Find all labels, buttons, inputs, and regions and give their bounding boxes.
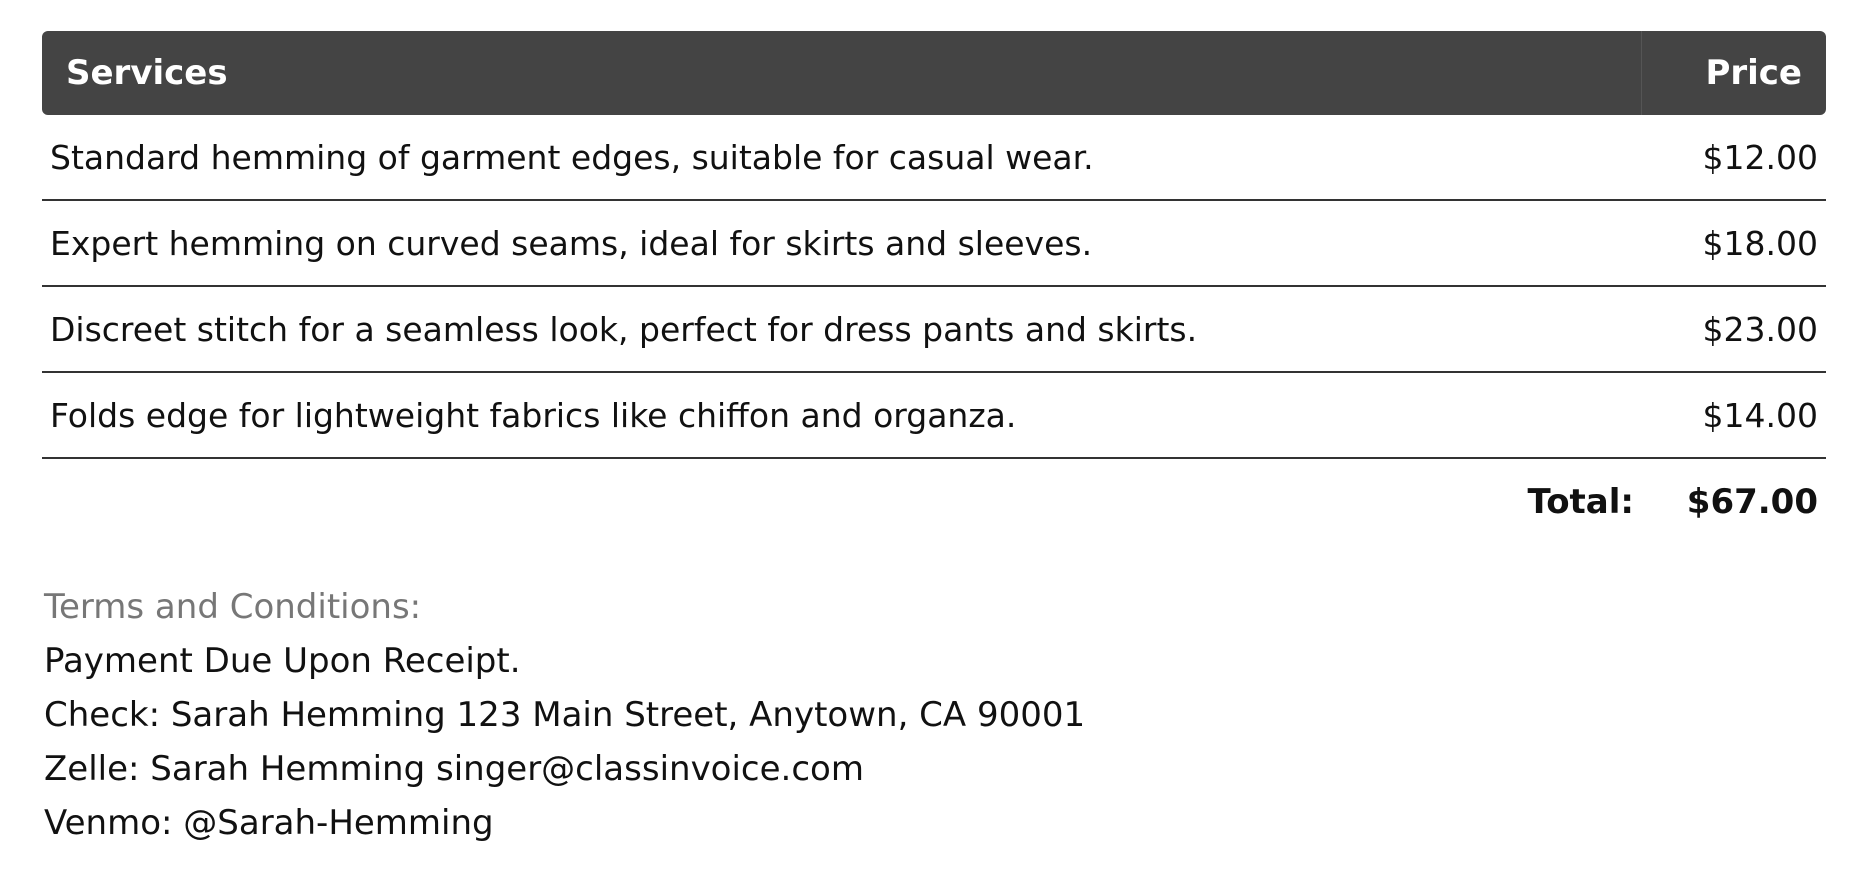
- service-description: Expert hemming on curved seams, ideal for skirts and sleeves.: [50, 223, 1093, 263]
- header-services: Services: [42, 31, 1642, 115]
- service-price: $14.00: [1702, 395, 1818, 435]
- terms-check-line: Check: Sarah Hemming 123 Main Street, Anytown, CA 90001: [44, 695, 1086, 735]
- terms-venmo-line: Venmo: @Sarah-Hemming: [44, 803, 494, 843]
- table-row: [42, 373, 1826, 459]
- header-price: Price: [1705, 53, 1802, 93]
- table-row: [42, 287, 1826, 373]
- service-description: Standard hemming of garment edges, suitable for casual wear.: [50, 137, 1094, 177]
- service-price: $18.00: [1702, 223, 1818, 263]
- terms-title: Terms and Conditions:: [44, 587, 422, 627]
- table-row: [42, 115, 1826, 201]
- total-label: Total:: [1527, 482, 1634, 522]
- terms-section: [44, 580, 1085, 850]
- service-price: $23.00: [1702, 309, 1818, 349]
- services-table: [42, 31, 1826, 545]
- table-row: [42, 201, 1826, 287]
- total-value: $67.00: [1686, 482, 1818, 522]
- terms-payment-line: Payment Due Upon Receipt.: [44, 641, 521, 681]
- service-price: $12.00: [1702, 137, 1818, 177]
- service-description: Discreet stitch for a seamless look, perfect for dress pants and skirts.: [50, 309, 1198, 349]
- terms-zelle-line: Zelle: Sarah Hemming singer@classinvoice.com: [44, 749, 864, 789]
- table-header: [42, 31, 1826, 115]
- total-row: [42, 459, 1826, 545]
- service-description: Folds edge for lightweight fabrics like chiffon and organza.: [50, 395, 1017, 435]
